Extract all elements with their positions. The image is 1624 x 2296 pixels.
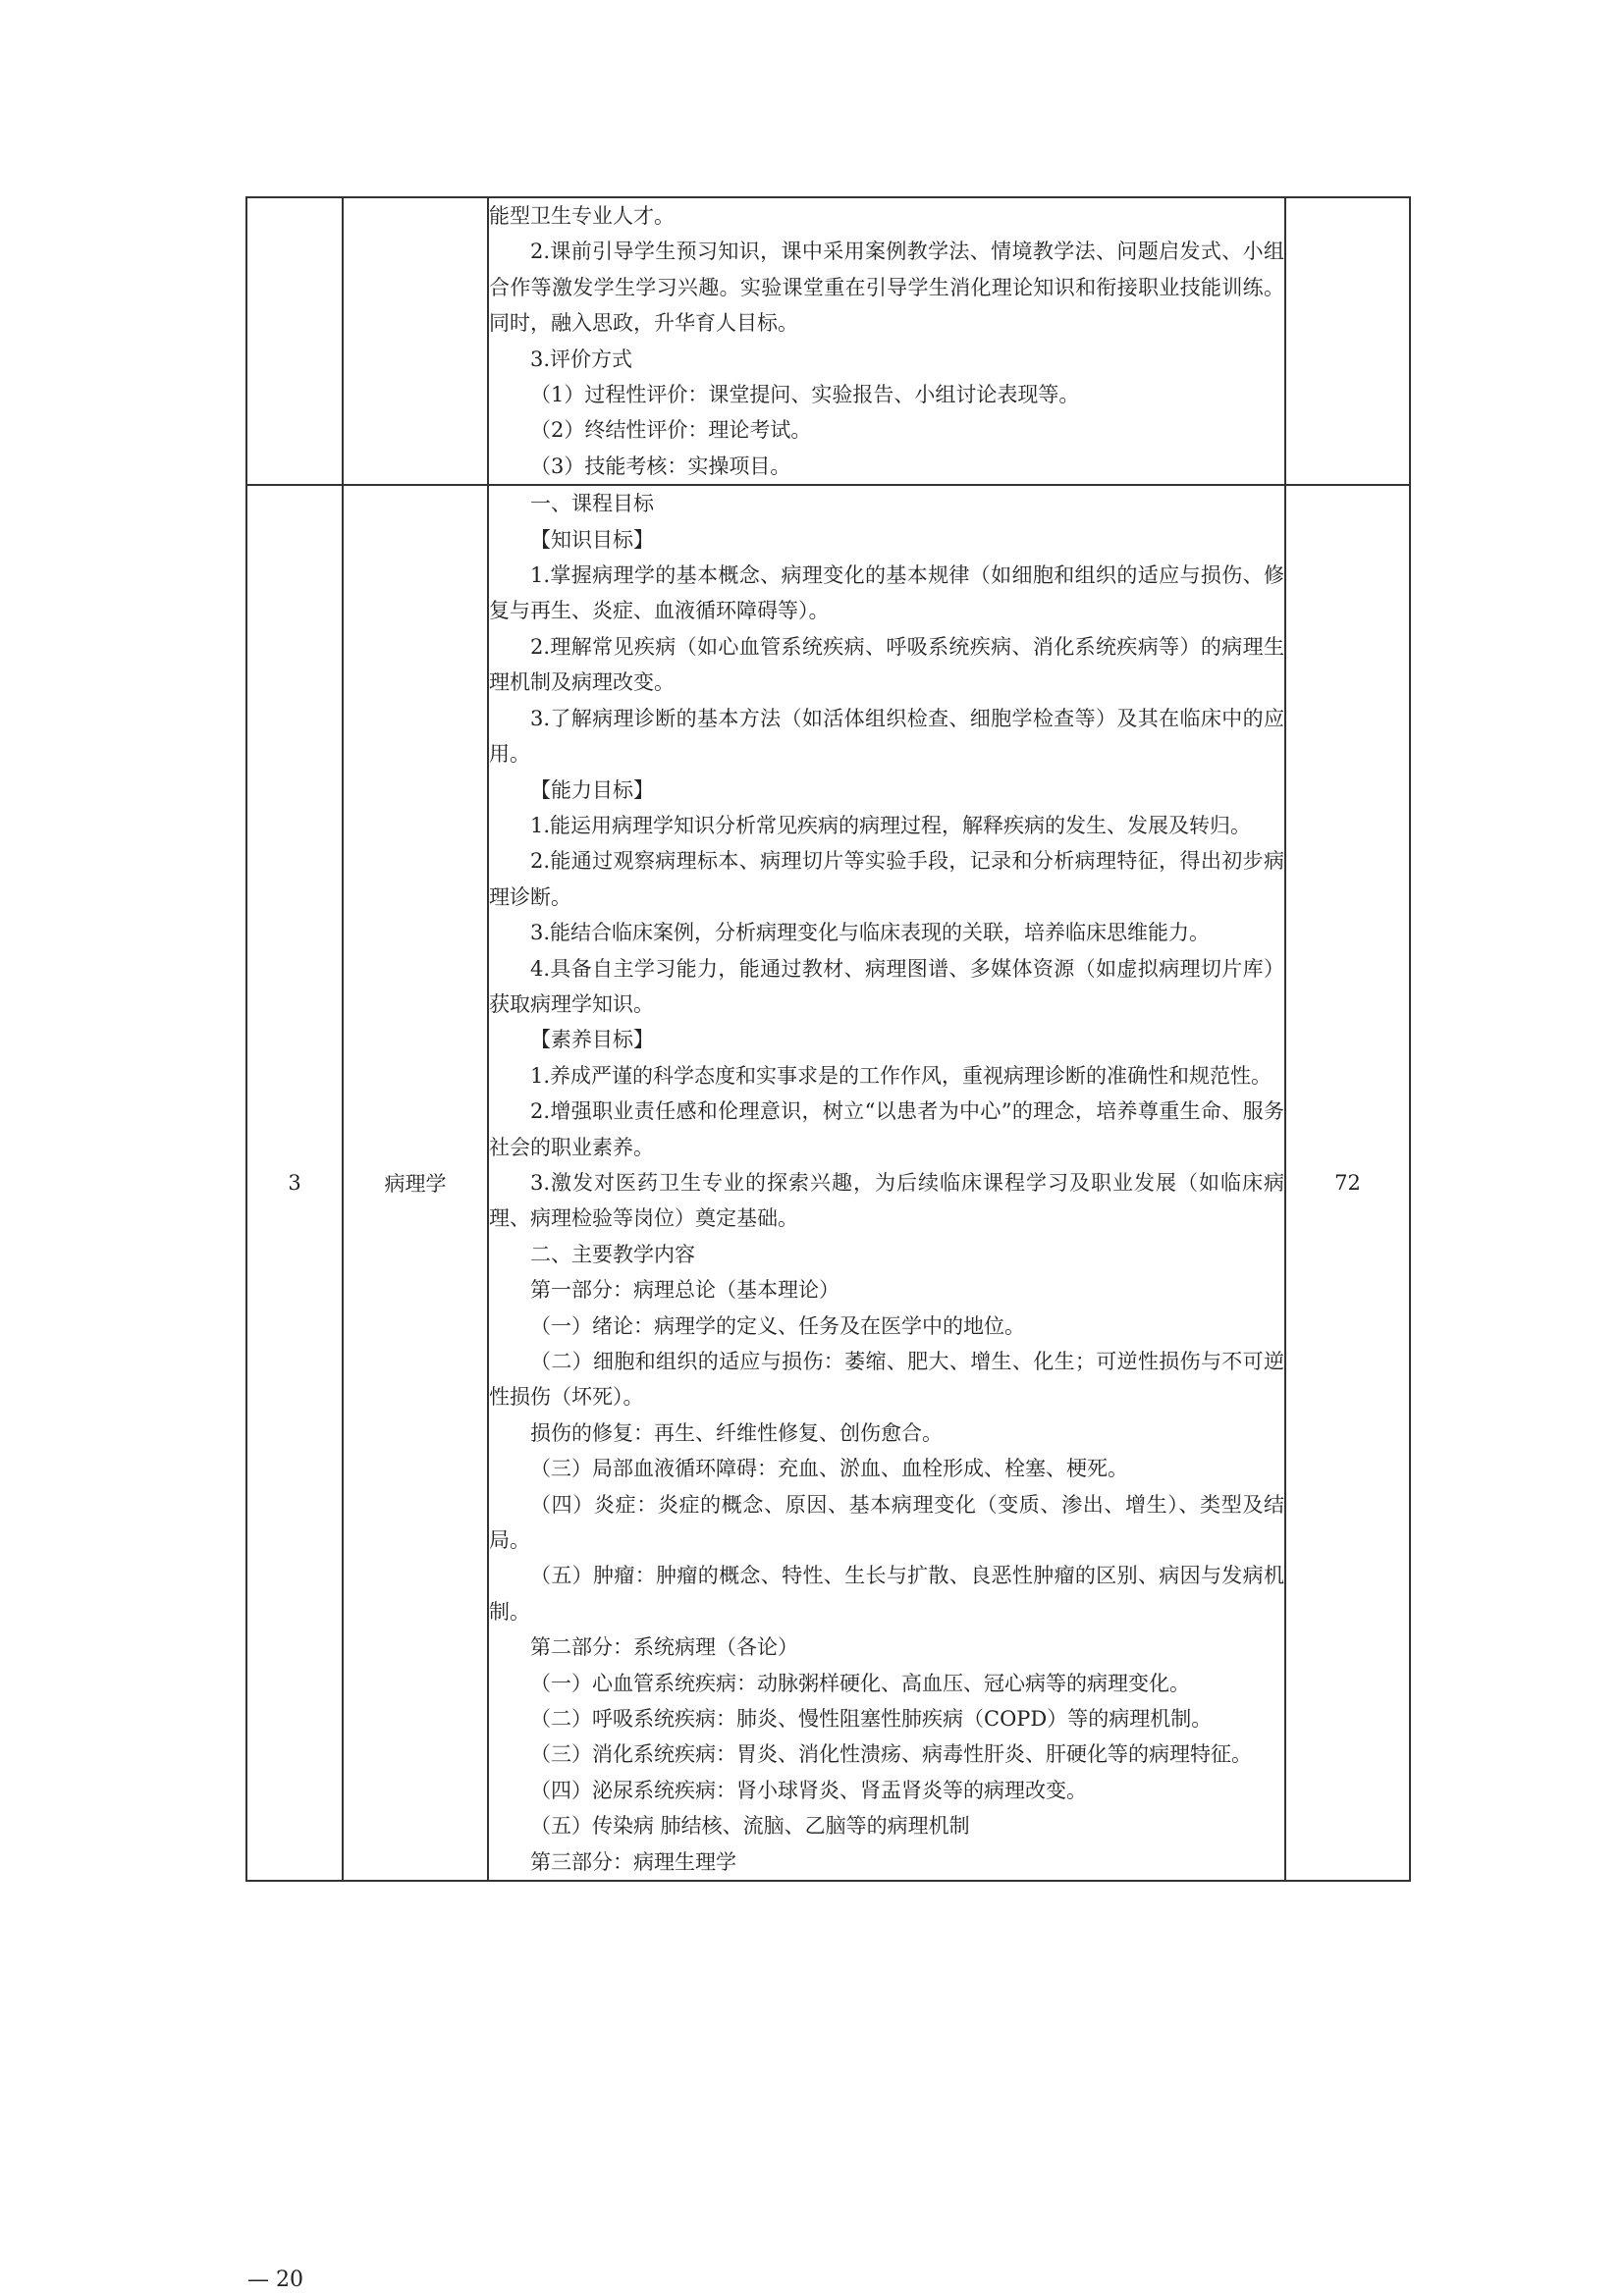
content-paragraph: 2.能通过观察病理标本、病理切片等实验手段，记录和分析病理特征，得出初步病理诊断。 — [489, 849, 1284, 909]
content-paragraph: 3.能结合临床案例，分析病理变化与临床表现的关联，培养临床思维能力。 — [530, 921, 1211, 945]
course-table — [245, 196, 1411, 1882]
content-paragraph: 第一部分：病理总论（基本理论） — [530, 1278, 839, 1303]
course-hours-cell: 72 — [1285, 485, 1410, 1881]
content-paragraph: （四）泌尿系统疾病：肾小球肾炎、肾盂肾炎等的病理改变。 — [530, 1778, 1087, 1802]
content-paragraph: （一）绪论：病理学的定义、任务及在医学中的地位。 — [530, 1313, 1025, 1338]
content-paragraph: （四）炎症：炎症的概念、原因、基本病理变化（变质、渗出、增生）、类型及结局。 — [489, 1492, 1284, 1553]
course-row — [246, 485, 1410, 1881]
content-paragraph: 3.评价方式 — [530, 347, 633, 371]
content-paragraph: （3）技能考核：实操项目。 — [530, 454, 791, 478]
content-paragraph: 第三部分：病理生理学 — [530, 1849, 736, 1874]
course-row — [246, 197, 1410, 485]
content-paragraph: 2.课前引导学生预习知识，课中采用案例教学法、情境教学法、问题启发式、小组合作等激发学生学习兴趣。实验课堂重在引导学生消化理论知识和衔接职业技能训练。同时，融入思政，升华育人目标。 — [489, 240, 1284, 336]
page-number: — 20 — [247, 2268, 303, 2292]
content-paragraph: （二）呼吸系统疾病：肺炎、慢性阻塞性肺疾病（COPD）等的病理机制。 — [530, 1707, 1213, 1732]
content-paragraph: 损伤的修复：再生、纤维性修复、创伤愈合。 — [530, 1420, 943, 1445]
content-paragraph: （三）局部血液循环障碍：充血、淤血、血栓形成、栓塞、梗死。 — [530, 1457, 1128, 1481]
content-paragraph: （五）传染病 肺结核、流脑、乙脑等的病理机制 — [530, 1814, 970, 1839]
content-paragraph: 3.了解病理诊断的基本方法（如活体组织检查、细胞学检查等）及其在临床中的应用。 — [489, 706, 1284, 767]
content-paragraph: （二）细胞和组织的适应与损伤：萎缩、肥大、增生、化生；可逆性损伤与不可逆性损伤（坏死）。 — [489, 1350, 1284, 1410]
course-hours-cell — [1285, 197, 1410, 485]
content-paragraph: （1）过程性评价：课堂提问、实验报告、小组讨论表现等。 — [530, 383, 1080, 407]
content-paragraph: 1.掌握病理学的基本概念、病理变化的基本规律（如细胞和组织的适应与损伤、修复与再生、炎症、血液循环障碍等）。 — [489, 563, 1284, 623]
course-name-cell — [343, 197, 488, 485]
content-paragraph: 二、主要教学内容 — [530, 1242, 695, 1266]
content-paragraph: （一）心血管系统疾病：动脉粥样硬化、高血压、冠心病等的病理变化。 — [530, 1671, 1190, 1695]
content-paragraph: 3.激发对医药卫生专业的探索兴趣，为后续临床课程学习及职业发展（如临床病理、病理检验等岗位）奠定基础。 — [489, 1170, 1284, 1231]
content-paragraph: （三）消化系统疾病：胃炎、消化性溃疡、病毒性肝炎、肝硬化等的病理特征。 — [530, 1742, 1252, 1767]
course-content-cell — [488, 197, 1285, 485]
course-number-cell — [246, 197, 343, 485]
content-paragraph: 4.具备自主学习能力，能通过教材、病理图谱、多媒体资源（如虚拟病理切片库）获取病理学知识。 — [489, 956, 1284, 1016]
content-paragraph: 【知识目标】 — [530, 527, 654, 552]
content-paragraph: （2）终结性评价：理论考试。 — [530, 418, 812, 443]
content-paragraph: （五）肿瘤：肿瘤的概念、特性、生长与扩散、良恶性肿瘤的区别、病因与发病机制。 — [489, 1564, 1284, 1624]
course-content-cell — [488, 485, 1285, 1881]
content-paragraph: 【素养目标】 — [530, 1028, 654, 1052]
content-paragraph: 一、课程目标 — [530, 492, 654, 516]
content-paragraph: 2.理解常见疾病（如心血管系统疾病、呼吸系统疾病、消化系统疾病等）的病理生理机制及病理改变。 — [489, 634, 1284, 695]
content-paragraph: 1.能运用病理学知识分析常见疾病的病理过程，解释疾病的发生、发展及转归。 — [530, 813, 1252, 837]
course-number-cell: 3 — [246, 485, 343, 1881]
content-paragraph: 【能力目标】 — [530, 777, 654, 802]
content-paragraph: 第二部分：系统病理（各论） — [530, 1635, 798, 1660]
content-paragraph: 能型卫生专业人才。 — [489, 204, 675, 228]
course-name-cell: 病理学 — [343, 485, 488, 1881]
content-paragraph: 2.增强职业责任感和伦理意识，树立“以患者为中心”的理念，培养尊重生命、服务社会的职业素养。 — [489, 1099, 1284, 1159]
content-paragraph: 1.养成严谨的科学态度和实事求是的工作作风，重视病理诊断的准确性和规范性。 — [530, 1063, 1272, 1088]
